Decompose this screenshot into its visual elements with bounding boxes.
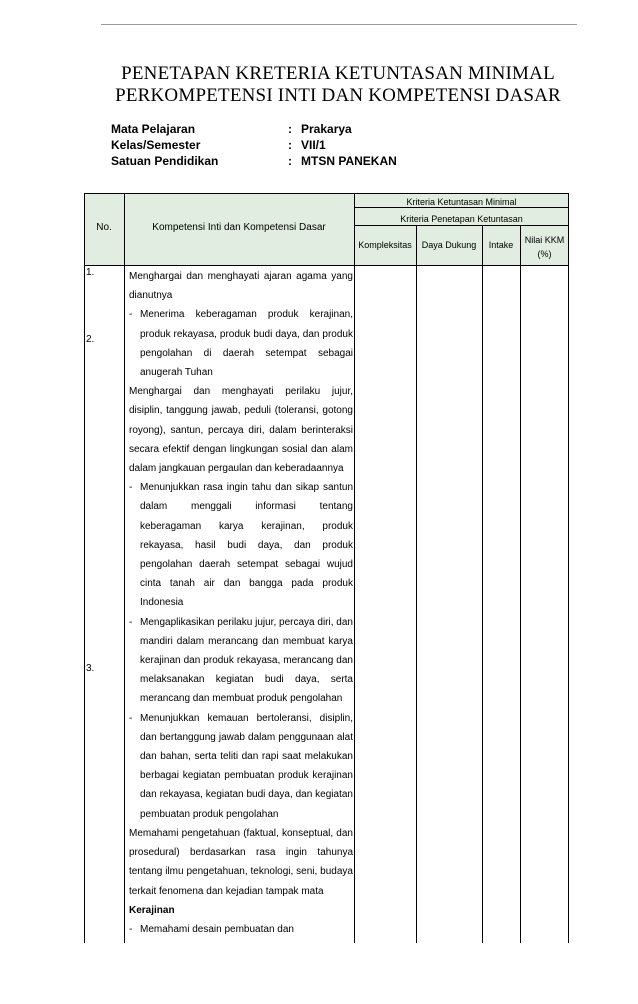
competency-item	[129, 305, 353, 382]
col-line-4	[482, 225, 483, 943]
header-kkm-group: Kriteria Ketuntasan Minimal	[406, 197, 517, 205]
competency-paragraph: Memahami pengetahuan (faktual, konseptual, dan prosedural) berdasarkan rasa ingin tahunya tentang ilmu pengetahuan, teknologi, seni, budaya terkait fenomena dan kejadian tampak mata	[129, 827, 353, 897]
meta-colon: :	[288, 138, 292, 152]
competency-subheading: Kerajinan	[129, 904, 175, 916]
meta-value: VII/1	[301, 138, 326, 152]
competency-item-text: Menunjukkan rasa ingin tahu dan sikap santun dalam menggali informasi tentang keberagaman karya kerajinan, produk rekayasa, hasil budi daya, dan produk pengolahan daerah setempat sebagai wujud cinta tanah air dan bangga pada produk Indonesia	[140, 482, 353, 609]
dash: -	[129, 309, 133, 321]
competency-item	[129, 920, 353, 939]
meta-label: Satuan Pendidikan	[111, 154, 219, 168]
row-number-3: 3.	[86, 663, 95, 674]
header-rule-2	[354, 225, 569, 226]
header-intake: Intake	[488, 240, 514, 250]
meta-colon: :	[288, 154, 292, 168]
title-line-1: PENETAPAN KRETERIA KETUNTASAN MINIMAL	[121, 63, 555, 84]
header-no: No.	[96, 222, 112, 233]
competency-paragraph: Menghargai dan menghayati perilaku jujur, disiplin, tanggung jawab, peduli (toleransi, gotong royong), santun, percaya diri, dalam berinteraksi secara efektif dengan lingkungan sosial dan alam dalam jangkauan pergaulan dan keberadaannya	[129, 386, 353, 475]
meta-value: Prakarya	[301, 122, 352, 136]
dash: -	[129, 712, 133, 724]
top-rule	[101, 24, 577, 25]
competency-item	[129, 613, 353, 709]
meta-label: Mata Pelajaran	[111, 122, 196, 136]
header-kompetensi: Kompetensi Inti dan Kompetensi Dasar	[152, 222, 326, 233]
competency-paragraph: Menghargai dan menghayati ajaran agama yang dianutnya	[129, 271, 353, 302]
competency-item	[129, 709, 353, 824]
col-line-3	[416, 225, 417, 943]
competency-item	[129, 478, 353, 612]
competency-item-text: Memahami desain pembuatan dan	[140, 923, 294, 935]
header-rule-1	[354, 207, 569, 208]
meta-label: Kelas/Semester	[111, 138, 201, 152]
dash: -	[129, 482, 133, 494]
header-nilai-kkm-unit: (%)	[537, 249, 552, 259]
competency-text	[129, 267, 353, 939]
dash: -	[129, 616, 133, 628]
row-number-1: 1.	[86, 267, 95, 278]
document-title	[108, 63, 568, 107]
col-line-1	[124, 193, 125, 943]
meta-colon: :	[288, 122, 292, 136]
row-number-2: 2.	[86, 334, 95, 345]
col-line-right	[568, 193, 569, 943]
col-line-left	[84, 193, 85, 943]
header-nilai-kkm: Nilai KKM	[524, 235, 565, 245]
header-penetapan: Kriteria Penetapan Ketuntasan	[400, 214, 523, 224]
table-border-top	[84, 193, 569, 194]
header-daya-dukung: Daya Dukung	[421, 240, 477, 250]
title-line-2: PERKOMPETENSI INTI DAN KOMPETENSI DASAR	[115, 85, 561, 106]
col-line-5	[520, 225, 521, 943]
competency-item-text: Mengaplikasikan perilaku jujur, percaya diri, dan mandiri dalam merancang dan membuat karya kerajinan dan produk rekayasa, merancang dan melaksanakan kegiatan budi daya, serta merancang dan membuat produk pengolahan	[140, 616, 353, 705]
header-rule-bottom	[84, 265, 569, 266]
col-line-2	[354, 193, 355, 943]
competency-item-text: Menerima keberagaman produk kerajinan, produk rekayasa, produk budi daya, dan produk pengolahan di daerah setempat sebagai anugerah Tuhan	[140, 309, 353, 379]
header-kompleksitas: Kompleksitas	[358, 240, 412, 250]
meta-value: MTSN PANEKAN	[301, 154, 397, 168]
dash: -	[129, 923, 133, 935]
competency-item-text: Menunjukkan kemauan bertoleransi, disiplin, dan bertanggung jawab dalam penggunaan alat dan bahan, serta teliti dan rapi saat melakukan berbagai kegiatan pembuatan produk kerajinan dan rekayasa, kegiatan budi daya, dan kegiatan pembuatan produk pengolahan	[140, 712, 353, 820]
kkm-table	[84, 193, 569, 943]
